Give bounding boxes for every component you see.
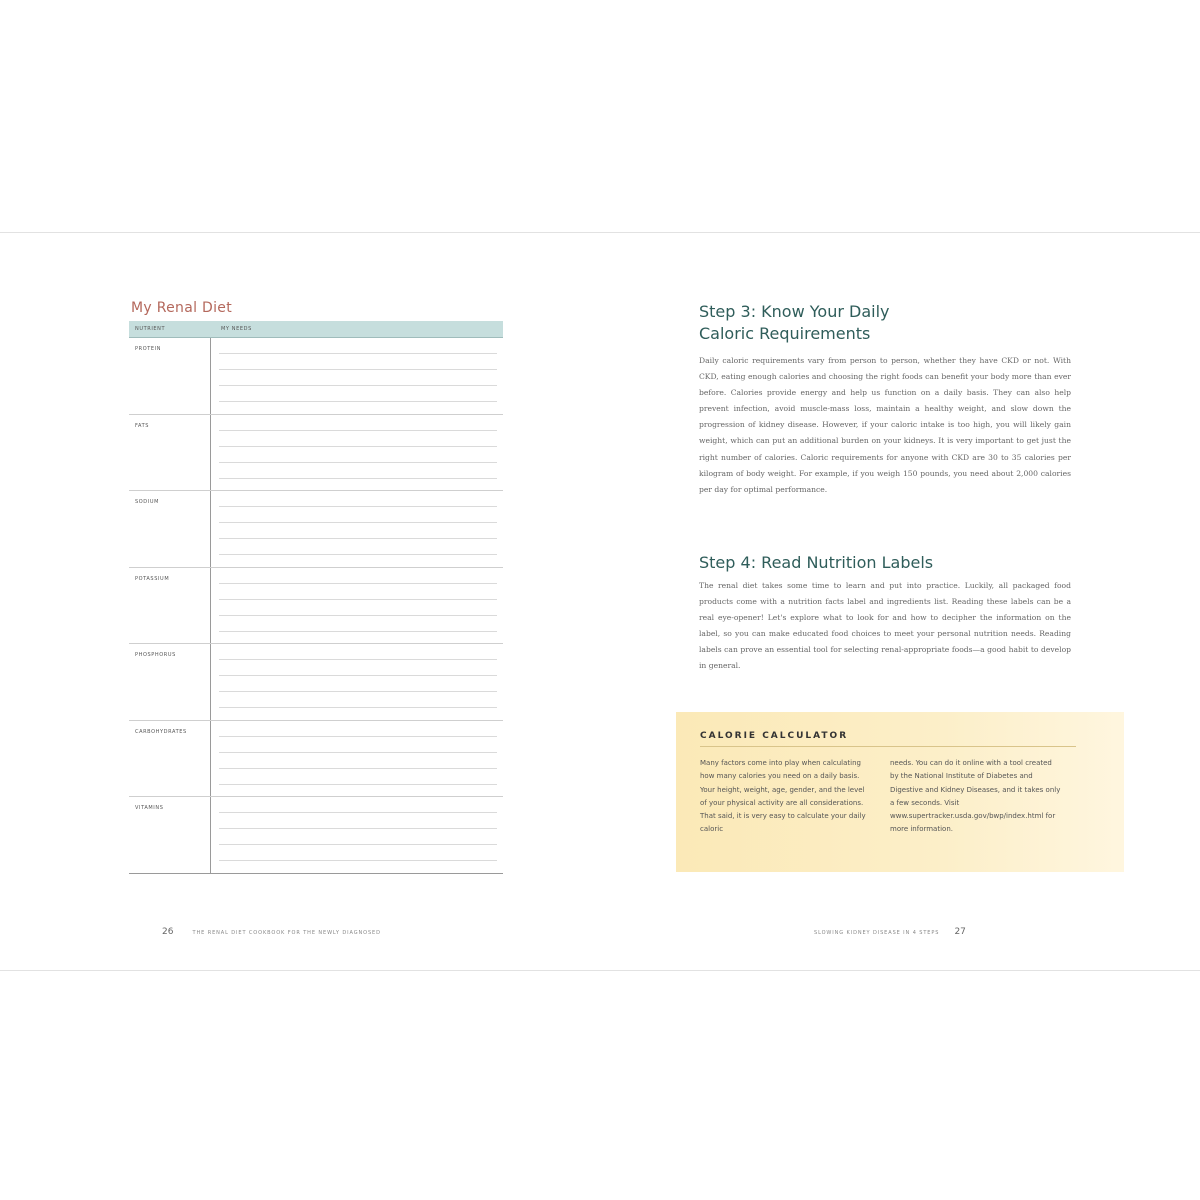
running-head-left: THE RENAL DIET COOKBOOK FOR THE NEWLY DIAGNOSED xyxy=(192,930,381,936)
table-row-carbohydrates xyxy=(129,721,503,798)
nutrient-label: PROTEIN xyxy=(135,346,162,352)
write-in-lines xyxy=(219,338,497,414)
write-in-lines xyxy=(219,568,497,644)
step4-body: The renal diet takes some time to learn and put into practice. Luckily, all packaged food products come with a nutrition facts label and ingredients list. Reading these labels can be a real eye-opener! Let's explore what to look for and how to decipher the information on the label, so you can make educated food choices to meet your personal nutrition needs. Reading labels can prove an essential tool for selecting renal-appropriate foods—a good habit to develop in general. xyxy=(699,581,1071,671)
header-my-needs: MY NEEDS xyxy=(221,326,252,332)
step3-heading-line2: Caloric Requirements xyxy=(699,324,871,343)
left-footer xyxy=(162,919,381,938)
write-in-lines xyxy=(219,721,497,797)
write-in-lines xyxy=(219,644,497,720)
renal-diet-title: My Renal Diet xyxy=(131,300,232,316)
table-row-fats xyxy=(129,415,503,492)
step3-heading-line1: Step 3: Know Your Daily xyxy=(699,302,890,321)
table-header-row xyxy=(129,321,503,338)
right-footer xyxy=(814,919,966,938)
table-row-sodium xyxy=(129,491,503,568)
table-row-potassium xyxy=(129,568,503,645)
calculator-column-2: needs. You can do it online with a tool created by the National Institute of Diabetes and Digestive and Kidney Diseases, and it takes only a few seconds. Visit www.supertracker.usda.gov/bwp/index.html for more information. xyxy=(890,759,1061,834)
calorie-calculator-box xyxy=(676,712,1124,872)
calculator-divider xyxy=(700,746,1076,747)
calorie-calculator-title: CALORIE CALCULATOR xyxy=(700,731,849,741)
table-body xyxy=(129,338,503,874)
page-number-right: 27 xyxy=(954,927,966,937)
header-nutrient: NUTRIENT xyxy=(135,326,166,332)
table-row-phosphorus xyxy=(129,644,503,721)
step3-body: Daily caloric requirements vary from person to person, whether they have CKD or not. With CKD, eating enough calories and choosing the right foods can benefit your body more than ever before. Calories provide energy and help us function on a daily basis. They can also help prevent infection, avoid muscle-mass loss, maintain a healthy weight, and slow down the progression of kidney disease. However, if your caloric intake is too high, you will likely gain weight, which can put an additional burden on your kidneys. It is very important to get just the right number of calories. Caloric requirements for anyone with CKD are 30 to 35 calories per kilogram of body weight. For example, if you weigh 150 pounds, you need about 2,000 calories per day for optimal performance. xyxy=(699,356,1071,494)
nutrient-label: CARBOHYDRATES xyxy=(135,728,187,735)
nutrient-label: PHOSPHORUS xyxy=(135,652,176,658)
nutrient-label: POTASSIUM xyxy=(135,575,170,582)
write-in-lines xyxy=(219,491,497,567)
write-in-lines xyxy=(219,415,497,491)
write-in-lines xyxy=(219,797,497,873)
step4-heading: Step 4: Read Nutrition Labels xyxy=(699,553,934,572)
table-row-protein xyxy=(129,338,503,415)
table-row-vitamins xyxy=(129,797,503,874)
calculator-column-1: Many factors come into play when calculating how many calories you need on a daily basis. Your height, weight, age, gender, and the level of your physical activity are all considerations. That said, it is very easy to calculate your daily caloric xyxy=(700,759,866,834)
nutrient-label: VITAMINS xyxy=(135,805,164,811)
nutrient-label: SODIUM xyxy=(135,499,160,505)
running-head-right: SLOWING KIDNEY DISEASE IN 4 STEPS xyxy=(814,930,940,936)
page-number-left: 26 xyxy=(162,927,174,937)
step3-heading xyxy=(699,301,890,345)
renal-diet-table xyxy=(129,321,503,874)
nutrient-label: FATS xyxy=(135,422,150,429)
